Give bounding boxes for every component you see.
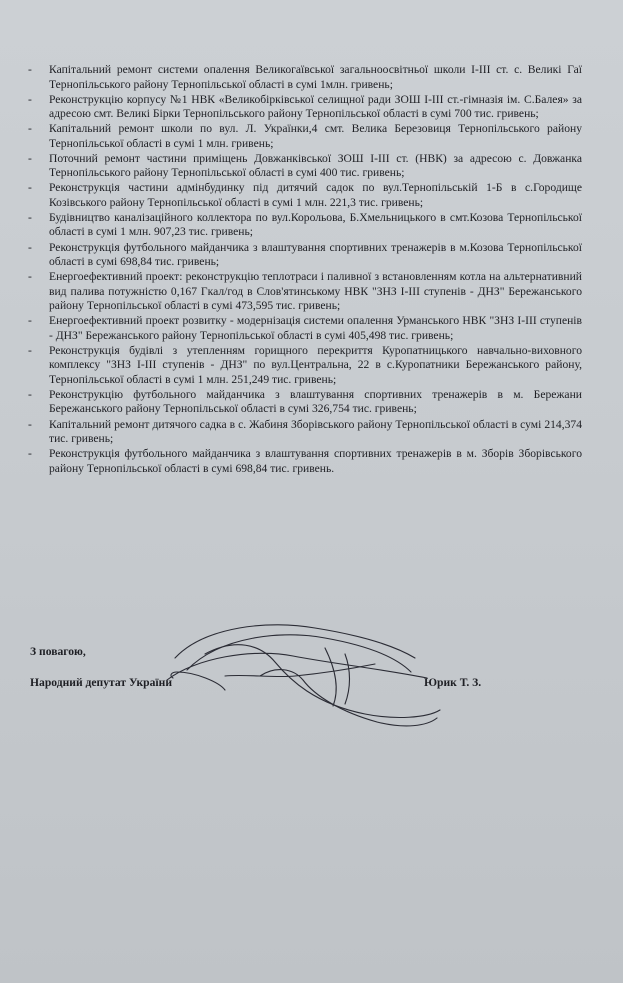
list-item: [28, 93, 582, 122]
list-item-text: Капітальний ремонт школи по вул. Л. Українки,4 смт. Велика Березовиця Тернопільського району Тернопільської області в сумі 1 млн. гривень;: [49, 122, 582, 150]
list-item-text: Будівництво каналізаційного коллектора по вул.Корольова, Б.Хмельницького в смт.Козова Тернопільської області в сумі 1 млн. 907,23 тис. гривень;: [49, 210, 582, 239]
bullet-dash: -: [28, 122, 32, 136]
list-item: [28, 241, 582, 270]
bullet-dash: -: [28, 181, 32, 195]
list-item-text: Енергоефективний проект: реконструкцію теплотраси і паливної з встановленням котла на альтернативний вид палива потужністю 0,167 Гкал/год в Слов'ятинському НВК "ЗНЗ І-ІІІ ступенів - ДНЗ" Бережанського району Тернопільської області в сумі 473,595 тис. гривень;: [49, 270, 582, 313]
closing-phrase: З повагою,: [30, 645, 86, 658]
bullet-dash: -: [28, 314, 32, 328]
bullet-dash: -: [28, 417, 32, 431]
bullet-dash: -: [28, 151, 32, 165]
list-item: [28, 418, 582, 447]
bullet-dash: -: [28, 240, 32, 254]
bullet-dash: -: [28, 387, 32, 401]
list-item-text: Реконструкція футбольного майданчика з влаштування спортивних тренажерів в м. Зборів Зборівського району Тернопільської області в сумі 698,84 тис. гривень.: [49, 447, 582, 475]
list-item-text: Реконструкція будівлі з утепленням горищного перекриття Куропатницького навчально-виховного комплексу "ЗНЗ І-ІІІ ступенів - ДНЗ" по вул.Центральна, 22 в с.Куропатники Бережанського району, Тернопільської області в сумі 1 млн. 251,249 тис. гривень;: [49, 343, 582, 386]
list-item-text: Реконструкцію корпусу №1 НВК «Великобірківської селищної ради ЗОШ І-ІІІ ст.-гімназія ім. С.Балея» за адресою смт. Великі Бірки Тернопільського району Тернопільської області в сумі 700 тис. гривень;: [49, 92, 582, 121]
list-item-text: Енергоефективний проект розвитку - модернізація системи опалення Урманського НВК "ЗНЗ І-ІІІ ступенів - ДНЗ" Бережанського району Тернопільської області в сумі 405,498 тис. гривень;: [49, 314, 582, 342]
bullet-dash: -: [28, 92, 32, 106]
bullet-dash: -: [28, 270, 32, 284]
bullet-dash: -: [28, 210, 32, 224]
list-item: [28, 211, 582, 240]
signer-title: Народний депутат України: [30, 676, 173, 689]
list-item: [28, 122, 582, 151]
list-item-text: Реконструкцію футбольного майданчика з влаштування спортивних тренажерів в м. Бережани Бережанського району Тернопільської області в сумі 326,754 тис. гривень;: [49, 387, 582, 416]
handwritten-signature: [165, 618, 450, 733]
list-item: [28, 63, 582, 92]
list-item: [28, 388, 582, 417]
signer-name: Юрик Т. З.: [424, 676, 482, 689]
list-item: [28, 181, 582, 210]
list-item-text: Поточний ремонт частини приміщень Довжанківської ЗОШ І-ІІІ ст. (НВК) за адресою с. Довжанка Тернопільського району Тернопільської області в сумі 400 тис. гривень;: [49, 151, 582, 180]
list-item: [28, 314, 582, 343]
list-item: [28, 447, 582, 476]
list-item-text: Капітальний ремонт системи опалення Великогаївської загальноосвітньої школи І-ІІІ ст. с. Великі Гаї Тернопільського району Тернопільської області в сумі 1млн. гривень;: [49, 63, 582, 91]
list-item: [28, 152, 582, 181]
bullet-dash: -: [28, 447, 32, 461]
list-item-text: Реконструкція частини адмінбудинку під дитячий садок по вул.Тернопільській 1-Б в с.Городище Козівського району Тернопільської області в сумі 1 млн. 221,3 тис. гривень;: [49, 181, 582, 209]
list-item: [28, 344, 582, 388]
list-item: [28, 270, 582, 314]
bullet-dash: -: [28, 343, 32, 357]
list-item-text: Реконструкція футбольного майданчика з влаштування спортивних тренажерів в м.Козова Тернопільської області в сумі 698,84 тис. гривень;: [49, 240, 582, 269]
bullet-dash: -: [28, 63, 32, 76]
project-list: [28, 63, 582, 477]
list-item-text: Капітальний ремонт дитячого садка в с. Жабиня Зборівського району Тернопільської області в сумі 214,374 тис. гривень;: [49, 417, 582, 446]
